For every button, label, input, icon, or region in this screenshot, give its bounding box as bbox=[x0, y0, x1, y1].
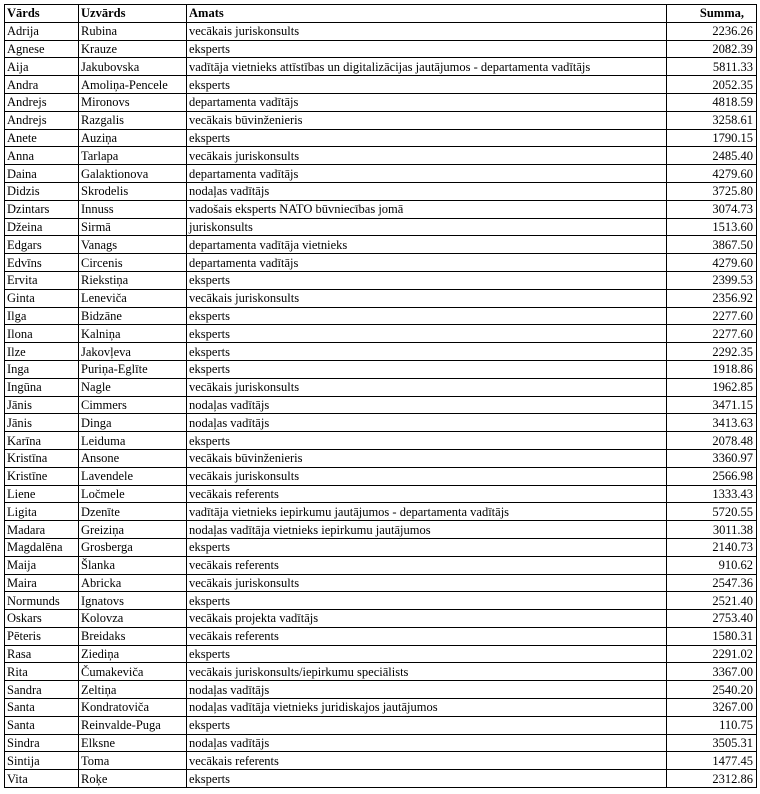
cell-first-name: Ervita bbox=[5, 271, 79, 289]
table-row bbox=[5, 325, 757, 343]
cell-position: eksperts bbox=[187, 360, 667, 378]
table-row bbox=[5, 414, 757, 432]
cell-position: vecākais būvinženieris bbox=[187, 449, 667, 467]
cell-last-name: Toma bbox=[79, 752, 187, 770]
cell-amount: 1477.45 bbox=[667, 752, 757, 770]
cell-amount: 2399.53 bbox=[667, 271, 757, 289]
cell-first-name: Anna bbox=[5, 147, 79, 165]
cell-first-name: Ligita bbox=[5, 503, 79, 521]
table-row bbox=[5, 58, 757, 76]
cell-first-name: Ingūna bbox=[5, 378, 79, 396]
cell-position: vecākais juriskonsults bbox=[187, 22, 667, 40]
cell-amount: 2485.40 bbox=[667, 147, 757, 165]
cell-position: eksperts bbox=[187, 271, 667, 289]
cell-last-name: Vanags bbox=[79, 236, 187, 254]
cell-first-name: Inga bbox=[5, 360, 79, 378]
salary-table-container bbox=[4, 4, 757, 788]
cell-amount: 2277.60 bbox=[667, 325, 757, 343]
cell-amount: 2052.35 bbox=[667, 76, 757, 94]
cell-first-name: Pēteris bbox=[5, 627, 79, 645]
cell-position: nodaļas vadītāja vietnieks iepirkumu jautājumos bbox=[187, 521, 667, 539]
cell-first-name: Didzis bbox=[5, 182, 79, 200]
cell-first-name: Andrejs bbox=[5, 111, 79, 129]
cell-position: nodaļas vadītājs bbox=[187, 681, 667, 699]
cell-position: nodaļas vadītāja vietnieks juridiskajos jautājumos bbox=[187, 699, 667, 717]
table-row bbox=[5, 343, 757, 361]
table-row bbox=[5, 449, 757, 467]
cell-last-name: Razgalis bbox=[79, 111, 187, 129]
cell-last-name: Nagle bbox=[79, 378, 187, 396]
cell-last-name: Rubina bbox=[79, 22, 187, 40]
cell-last-name: Leiduma bbox=[79, 432, 187, 450]
table-row bbox=[5, 76, 757, 94]
cell-last-name: Ločmele bbox=[79, 485, 187, 503]
cell-position: eksperts bbox=[187, 716, 667, 734]
cell-position: eksperts bbox=[187, 129, 667, 147]
cell-last-name: Puriņa-Eglīte bbox=[79, 360, 187, 378]
cell-last-name: Krauze bbox=[79, 40, 187, 58]
cell-last-name: Čumakeviča bbox=[79, 663, 187, 681]
cell-amount: 2753.40 bbox=[667, 610, 757, 628]
table-row bbox=[5, 485, 757, 503]
cell-amount: 1333.43 bbox=[667, 485, 757, 503]
cell-position: eksperts bbox=[187, 343, 667, 361]
table-row bbox=[5, 645, 757, 663]
cell-amount: 3267.00 bbox=[667, 699, 757, 717]
header-first-name: Vārds bbox=[5, 5, 79, 23]
cell-position: vecākais referents bbox=[187, 485, 667, 503]
cell-amount: 3011.38 bbox=[667, 521, 757, 539]
cell-first-name: Ginta bbox=[5, 289, 79, 307]
table-row bbox=[5, 467, 757, 485]
cell-first-name: Agnese bbox=[5, 40, 79, 58]
cell-last-name: Grosberga bbox=[79, 538, 187, 556]
table-row bbox=[5, 182, 757, 200]
cell-last-name: Roķe bbox=[79, 770, 187, 788]
cell-position: vecākais projekta vadītājs bbox=[187, 610, 667, 628]
table-row bbox=[5, 574, 757, 592]
header-position: Amats bbox=[187, 5, 667, 23]
cell-first-name: Jānis bbox=[5, 414, 79, 432]
cell-amount: 910.62 bbox=[667, 556, 757, 574]
cell-position: eksperts bbox=[187, 40, 667, 58]
cell-last-name: Zeltiņa bbox=[79, 681, 187, 699]
cell-first-name: Liene bbox=[5, 485, 79, 503]
cell-last-name: Dzenīte bbox=[79, 503, 187, 521]
cell-position: vecākais juriskonsults bbox=[187, 467, 667, 485]
cell-amount: 2566.98 bbox=[667, 467, 757, 485]
table-row bbox=[5, 521, 757, 539]
cell-first-name: Vita bbox=[5, 770, 79, 788]
cell-first-name: Maira bbox=[5, 574, 79, 592]
header-amount: Summa, bbox=[667, 5, 757, 23]
cell-last-name: Mironovs bbox=[79, 93, 187, 111]
table-row bbox=[5, 663, 757, 681]
table-row bbox=[5, 627, 757, 645]
cell-position: departamenta vadītājs bbox=[187, 93, 667, 111]
cell-position: departamenta vadītājs bbox=[187, 254, 667, 272]
cell-first-name: Jānis bbox=[5, 396, 79, 414]
cell-last-name: Dinga bbox=[79, 414, 187, 432]
cell-amount: 5811.33 bbox=[667, 58, 757, 76]
table-row bbox=[5, 681, 757, 699]
table-header-row bbox=[5, 5, 757, 23]
cell-position: vecākais juriskonsults/iepirkumu speciālists bbox=[187, 663, 667, 681]
table-row bbox=[5, 396, 757, 414]
cell-first-name: Oskars bbox=[5, 610, 79, 628]
cell-last-name: Greiziņa bbox=[79, 521, 187, 539]
cell-position: vecākais juriskonsults bbox=[187, 289, 667, 307]
table-row bbox=[5, 360, 757, 378]
cell-first-name: Normunds bbox=[5, 592, 79, 610]
cell-position: vadošais eksperts NATO būvniecības jomā bbox=[187, 200, 667, 218]
cell-position: vecākais referents bbox=[187, 627, 667, 645]
cell-first-name: Andra bbox=[5, 76, 79, 94]
table-row bbox=[5, 218, 757, 236]
cell-first-name: Ilze bbox=[5, 343, 79, 361]
cell-first-name: Anete bbox=[5, 129, 79, 147]
cell-position: departamenta vadītāja vietnieks bbox=[187, 236, 667, 254]
table-row bbox=[5, 147, 757, 165]
cell-last-name: Auziņa bbox=[79, 129, 187, 147]
cell-first-name: Santa bbox=[5, 716, 79, 734]
cell-amount: 2140.73 bbox=[667, 538, 757, 556]
cell-amount: 4279.60 bbox=[667, 254, 757, 272]
cell-first-name: Daina bbox=[5, 165, 79, 183]
cell-amount: 1918.86 bbox=[667, 360, 757, 378]
cell-position: departamenta vadītājs bbox=[187, 165, 667, 183]
table-row bbox=[5, 752, 757, 770]
cell-first-name: Sindra bbox=[5, 734, 79, 752]
cell-position: vecākais juriskonsults bbox=[187, 574, 667, 592]
cell-amount: 3360.97 bbox=[667, 449, 757, 467]
cell-amount: 2547.36 bbox=[667, 574, 757, 592]
cell-amount: 1962.85 bbox=[667, 378, 757, 396]
cell-amount: 2291.02 bbox=[667, 645, 757, 663]
table-row bbox=[5, 165, 757, 183]
table-row bbox=[5, 538, 757, 556]
cell-first-name: Edvīns bbox=[5, 254, 79, 272]
cell-amount: 2236.26 bbox=[667, 22, 757, 40]
cell-amount: 3074.73 bbox=[667, 200, 757, 218]
cell-position: vecākais būvinženieris bbox=[187, 111, 667, 129]
cell-first-name: Magdalēna bbox=[5, 538, 79, 556]
table-row bbox=[5, 716, 757, 734]
cell-amount: 1580.31 bbox=[667, 627, 757, 645]
table-row bbox=[5, 111, 757, 129]
cell-amount: 4818.59 bbox=[667, 93, 757, 111]
cell-last-name: Bidzāne bbox=[79, 307, 187, 325]
cell-last-name: Breidaks bbox=[79, 627, 187, 645]
table-row bbox=[5, 289, 757, 307]
table-row bbox=[5, 93, 757, 111]
table-row bbox=[5, 734, 757, 752]
cell-amount: 2540.20 bbox=[667, 681, 757, 699]
cell-first-name: Dzintars bbox=[5, 200, 79, 218]
cell-position: eksperts bbox=[187, 592, 667, 610]
cell-position: eksperts bbox=[187, 307, 667, 325]
cell-position: vecākais referents bbox=[187, 752, 667, 770]
cell-first-name: Adrija bbox=[5, 22, 79, 40]
cell-first-name: Maija bbox=[5, 556, 79, 574]
cell-first-name: Kristīne bbox=[5, 467, 79, 485]
cell-last-name: Ziediņa bbox=[79, 645, 187, 663]
cell-amount: 3867.50 bbox=[667, 236, 757, 254]
cell-last-name: Galaktionova bbox=[79, 165, 187, 183]
cell-first-name: Edgars bbox=[5, 236, 79, 254]
cell-first-name: Ilona bbox=[5, 325, 79, 343]
cell-amount: 2277.60 bbox=[667, 307, 757, 325]
cell-position: nodaļas vadītājs bbox=[187, 734, 667, 752]
cell-amount: 2521.40 bbox=[667, 592, 757, 610]
cell-last-name: Reinvalde-Puga bbox=[79, 716, 187, 734]
cell-amount: 5720.55 bbox=[667, 503, 757, 521]
cell-last-name: Ansone bbox=[79, 449, 187, 467]
cell-amount: 2356.92 bbox=[667, 289, 757, 307]
salary-table bbox=[4, 4, 757, 788]
cell-last-name: Skrodelis bbox=[79, 182, 187, 200]
table-row bbox=[5, 129, 757, 147]
cell-position: eksperts bbox=[187, 76, 667, 94]
cell-last-name: Tarlapa bbox=[79, 147, 187, 165]
cell-amount: 3505.31 bbox=[667, 734, 757, 752]
table-row bbox=[5, 503, 757, 521]
table-row bbox=[5, 610, 757, 628]
table-row bbox=[5, 378, 757, 396]
cell-last-name: Abricka bbox=[79, 574, 187, 592]
table-row bbox=[5, 556, 757, 574]
cell-position: nodaļas vadītājs bbox=[187, 396, 667, 414]
cell-amount: 3367.00 bbox=[667, 663, 757, 681]
cell-first-name: Rita bbox=[5, 663, 79, 681]
table-row bbox=[5, 770, 757, 788]
cell-position: eksperts bbox=[187, 770, 667, 788]
table-row bbox=[5, 307, 757, 325]
table-row bbox=[5, 22, 757, 40]
cell-amount: 1513.60 bbox=[667, 218, 757, 236]
table-row bbox=[5, 592, 757, 610]
cell-first-name: Santa bbox=[5, 699, 79, 717]
header-last-name: Uzvārds bbox=[79, 5, 187, 23]
cell-position: eksperts bbox=[187, 325, 667, 343]
cell-last-name: Šlanka bbox=[79, 556, 187, 574]
table-body bbox=[5, 22, 757, 787]
cell-amount: 2078.48 bbox=[667, 432, 757, 450]
cell-first-name: Aija bbox=[5, 58, 79, 76]
cell-last-name: Elksne bbox=[79, 734, 187, 752]
cell-last-name: Amoliņa-Pencele bbox=[79, 76, 187, 94]
cell-position: vadītāja vietnieks iepirkumu jautājumos - departamenta vadītājs bbox=[187, 503, 667, 521]
cell-first-name: Sintija bbox=[5, 752, 79, 770]
table-row bbox=[5, 699, 757, 717]
cell-last-name: Leneviča bbox=[79, 289, 187, 307]
cell-last-name: Lavendele bbox=[79, 467, 187, 485]
table-row bbox=[5, 236, 757, 254]
table-row bbox=[5, 254, 757, 272]
cell-last-name: Circenis bbox=[79, 254, 187, 272]
cell-last-name: Riekstiņa bbox=[79, 271, 187, 289]
cell-position: eksperts bbox=[187, 538, 667, 556]
cell-position: vadītāja vietnieks attīstības un digitalizācijas jautājumos - departamenta vadītājs bbox=[187, 58, 667, 76]
cell-first-name: Madara bbox=[5, 521, 79, 539]
table-row bbox=[5, 200, 757, 218]
table-row bbox=[5, 432, 757, 450]
cell-amount: 1790.15 bbox=[667, 129, 757, 147]
cell-first-name: Džeina bbox=[5, 218, 79, 236]
cell-position: eksperts bbox=[187, 432, 667, 450]
cell-position: vecākais juriskonsults bbox=[187, 147, 667, 165]
cell-last-name: Kalniņa bbox=[79, 325, 187, 343]
cell-amount: 3725.80 bbox=[667, 182, 757, 200]
cell-first-name: Kristīna bbox=[5, 449, 79, 467]
cell-amount: 2292.35 bbox=[667, 343, 757, 361]
cell-position: nodaļas vadītājs bbox=[187, 414, 667, 432]
cell-last-name: Innuss bbox=[79, 200, 187, 218]
cell-last-name: Kondratoviča bbox=[79, 699, 187, 717]
cell-first-name: Sandra bbox=[5, 681, 79, 699]
cell-position: eksperts bbox=[187, 645, 667, 663]
cell-amount: 3413.63 bbox=[667, 414, 757, 432]
table-row bbox=[5, 40, 757, 58]
cell-amount: 2312.86 bbox=[667, 770, 757, 788]
cell-amount: 110.75 bbox=[667, 716, 757, 734]
cell-last-name: Jakovļeva bbox=[79, 343, 187, 361]
cell-position: vecākais referents bbox=[187, 556, 667, 574]
cell-last-name: Sirmā bbox=[79, 218, 187, 236]
cell-last-name: Ignatovs bbox=[79, 592, 187, 610]
cell-position: juriskonsults bbox=[187, 218, 667, 236]
cell-amount: 4279.60 bbox=[667, 165, 757, 183]
cell-amount: 3258.61 bbox=[667, 111, 757, 129]
table-row bbox=[5, 271, 757, 289]
cell-first-name: Rasa bbox=[5, 645, 79, 663]
cell-last-name: Jakubovska bbox=[79, 58, 187, 76]
cell-first-name: Ilga bbox=[5, 307, 79, 325]
cell-amount: 2082.39 bbox=[667, 40, 757, 58]
cell-amount: 3471.15 bbox=[667, 396, 757, 414]
cell-position: vecākais juriskonsults bbox=[187, 378, 667, 396]
cell-last-name: Cimmers bbox=[79, 396, 187, 414]
cell-first-name: Andrejs bbox=[5, 93, 79, 111]
cell-position: nodaļas vadītājs bbox=[187, 182, 667, 200]
cell-last-name: Kolovza bbox=[79, 610, 187, 628]
cell-first-name: Karīna bbox=[5, 432, 79, 450]
